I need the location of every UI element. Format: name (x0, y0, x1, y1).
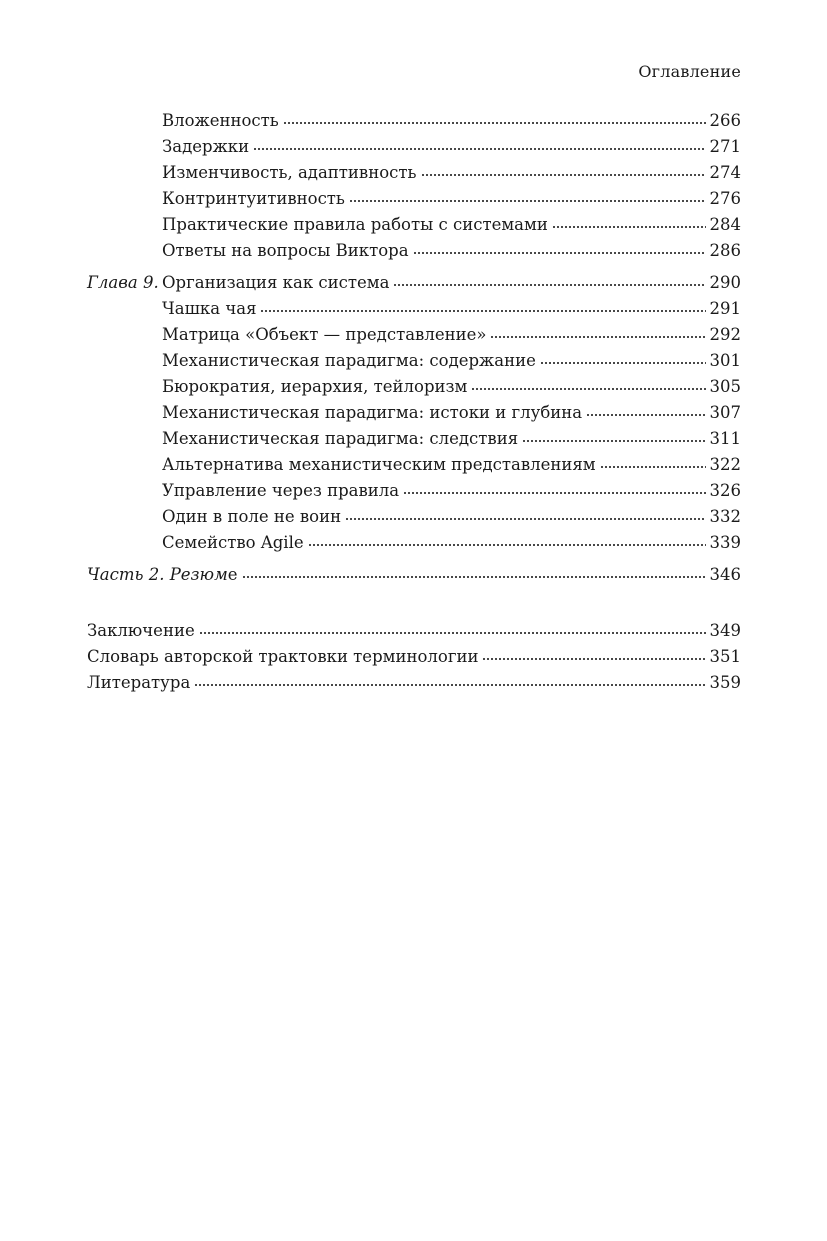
dot-leader (308, 543, 706, 547)
spacer (87, 588, 741, 618)
page-number: 339 (709, 533, 741, 552)
toc-entry[interactable] (87, 374, 741, 400)
page-number: 332 (709, 507, 741, 526)
page-number: 292 (709, 325, 741, 344)
dot-leader (522, 439, 705, 443)
page-number: 311 (709, 429, 741, 448)
entry-title: Ответы на вопросы Виктора (162, 241, 409, 260)
dot-leader (482, 657, 705, 661)
toc-entry[interactable] (87, 644, 741, 670)
dot-leader (393, 283, 705, 287)
toc-entry[interactable] (87, 212, 741, 238)
toc-entry[interactable] (87, 134, 741, 160)
dot-leader (552, 225, 706, 229)
page-number: 274 (709, 163, 741, 182)
toc-entry[interactable] (87, 238, 741, 264)
page-number: 286 (709, 241, 741, 260)
entry-title: Механистическая парадигма: истоки и глубина (162, 403, 583, 422)
entry-title: Литература (87, 673, 191, 692)
entry-title: Альтернатива механистическим представлениям (162, 455, 596, 474)
entry-title: Управление через правила (162, 481, 400, 500)
dot-leader (194, 683, 705, 687)
page-number: 351 (709, 647, 741, 666)
entry-title: Организация как система (162, 273, 390, 292)
page-number: 290 (709, 273, 741, 292)
toc-entry[interactable] (87, 452, 741, 478)
entry-title: Словарь авторской трактовки терминологии (87, 647, 479, 666)
page-number: 326 (709, 481, 741, 500)
entry-title: Вложенность (162, 111, 279, 130)
page-number: 301 (709, 351, 741, 370)
entry-title: Заключение (87, 621, 195, 640)
page-number: 284 (709, 215, 741, 234)
table-of-contents (87, 108, 741, 696)
entry-title: Механистическая парадигма: следствия (162, 429, 519, 448)
toc-entry[interactable] (87, 322, 741, 348)
dot-leader (349, 199, 706, 203)
toc-entry[interactable] (87, 426, 741, 452)
toc-entry[interactable] (87, 400, 741, 426)
toc-entry[interactable] (87, 108, 741, 134)
toc-back-matter (87, 618, 741, 696)
toc-section-chapter-9 (87, 270, 741, 556)
toc-entry-part-summary[interactable] (87, 562, 741, 588)
toc-entry[interactable] (87, 504, 741, 530)
page-number: 359 (709, 673, 741, 692)
entry-title: Один в поле не воин (162, 507, 342, 526)
dot-leader (586, 413, 705, 417)
dot-leader (260, 309, 705, 313)
dot-leader (283, 121, 706, 125)
running-header: Оглавление (638, 62, 741, 81)
dot-leader (471, 387, 705, 391)
toc-entry[interactable] (87, 270, 741, 296)
entry-title: Матрица «Объект — представление» (162, 325, 487, 344)
dot-leader (413, 251, 706, 255)
dot-leader (253, 147, 705, 151)
page-number: 322 (709, 455, 741, 474)
toc-entry[interactable] (87, 670, 741, 696)
page-number: 307 (709, 403, 741, 422)
entry-title: Механистическая парадигма: содержание (162, 351, 536, 370)
dot-leader (490, 335, 705, 339)
page-number: 291 (709, 299, 741, 318)
dot-leader (600, 465, 706, 469)
toc-entry[interactable] (87, 348, 741, 374)
page-number: 305 (709, 377, 741, 396)
entry-title: Контринтуитивность (162, 189, 345, 208)
entry-title: Чашка чая (162, 299, 257, 318)
entry-title: Семейство Agile (162, 533, 304, 552)
page-number: 266 (709, 111, 741, 130)
dot-leader (242, 575, 706, 579)
dot-leader (199, 631, 706, 635)
toc-entry[interactable] (87, 160, 741, 186)
dot-leader (540, 361, 706, 365)
toc-entry[interactable] (87, 186, 741, 212)
page-number: 276 (709, 189, 741, 208)
page-number: 271 (709, 137, 741, 156)
toc-entry[interactable] (87, 530, 741, 556)
chapter-label: Глава 9. (87, 273, 159, 292)
toc-entry[interactable] (87, 296, 741, 322)
entry-title: Практические правила работы с системами (162, 215, 548, 234)
page-number: 346 (709, 565, 741, 584)
dot-leader (345, 517, 705, 521)
dot-leader (403, 491, 705, 495)
entry-title: Изменчивость, адаптивность (162, 163, 417, 182)
toc-section (87, 108, 741, 264)
page-number: 349 (709, 621, 741, 640)
dot-leader (421, 173, 706, 177)
toc-entry[interactable] (87, 618, 741, 644)
toc-entry[interactable] (87, 478, 741, 504)
entry-title: Бюрократия, иерархия, тейлоризм (162, 377, 468, 396)
entry-title: Часть 2. Резюме (87, 565, 238, 584)
entry-title: Задержки (162, 137, 250, 156)
